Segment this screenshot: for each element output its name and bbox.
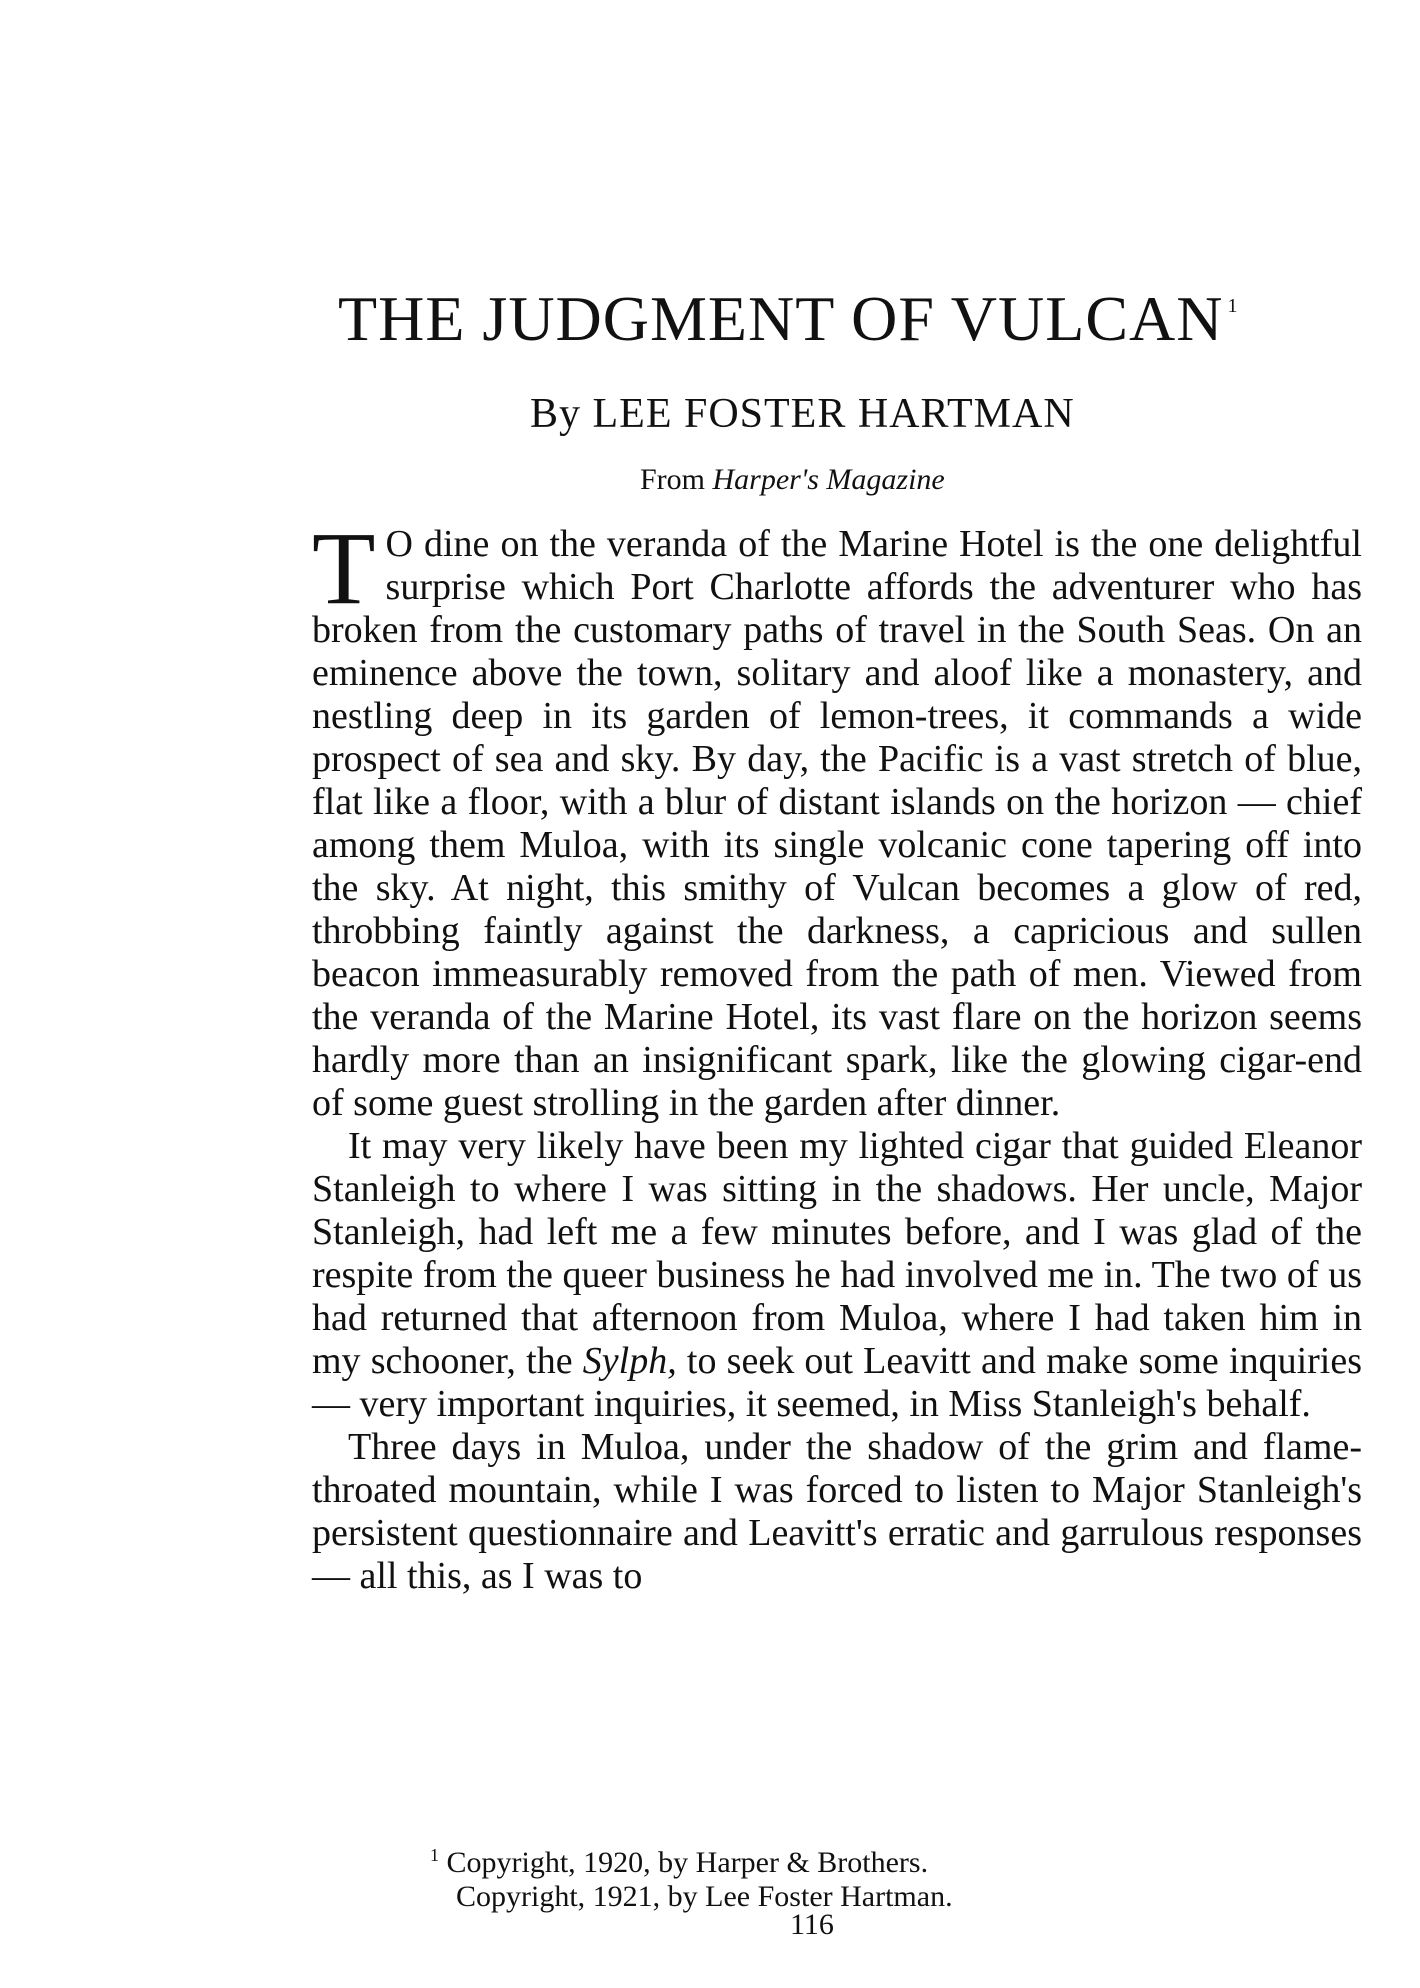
title-footnote-marker: 1: [1227, 294, 1239, 317]
story-body: [312, 511, 1362, 1598]
footnote-line: [430, 1838, 953, 1880]
footnotes: [430, 1838, 953, 1914]
footnote-line: [430, 1880, 953, 1914]
title-text: THE JUDGMENT OF VULCAN: [338, 283, 1224, 354]
ship-name: Sylph,: [582, 1340, 677, 1382]
page-number: 116: [790, 1908, 834, 1941]
paragraph-text: O dine on the veranda of the Marine Hotel is the one delightful surprise which Port Charlotte affords the adventurer who has broken from the customary paths of travel in the South Seas. On an eminence above the town, solitary and aloof like a monastery, and nestling deep in its garden of lemon-trees, it commands a wide prospect of sea and sky. By day, the Pacific is a vast stretch of blue, flat like a floor, with a blur of distant islands on the horizon — chief among them Muloa, with its single volcanic cone tapering off into the sky. At night, this smithy of Vulcan becomes a glow of red, throbbing faintly against the darkness, a capricious and sullen beacon immeasurably removed from the path of men. Viewed from the veranda of the Marine Hotel, its vast flare on the horizon seems hardly more than an insignificant spark, like the glowing cigar-end of some guest strolling in the garden after dinner.: [312, 523, 1362, 1124]
source-line: [640, 463, 945, 497]
paragraph-text: to seek out Leavitt and make some inquiries — very important inquiries, it seemed, in Miss Stanleigh's behalf.: [312, 1340, 1362, 1425]
paragraph-text: Three days in Muloa, under the shadow of the grim and flame-throated mountain, while I was forced to listen to Major Stanleigh's persistent questionnaire and Leavitt's erratic and garrulous responses — all this, as I was to: [312, 1426, 1362, 1597]
byline-prefix: By: [530, 391, 582, 437]
paragraph: [312, 1426, 1362, 1598]
paragraph: [312, 1125, 1362, 1426]
author-name: LEE FOSTER HARTMAN: [592, 391, 1075, 437]
footnote-text: Copyright, 1920, by Harper & Brothers.: [446, 1846, 929, 1879]
footnote-text: Copyright, 1921, by Lee Foster Hartman.: [456, 1880, 953, 1913]
story-title: [338, 282, 1238, 356]
source-name: Harper's Magazine: [712, 463, 945, 496]
byline: [530, 390, 1075, 438]
source-prefix: From: [640, 463, 706, 496]
paragraph-text: It may very likely have been my lighted cigar that guided Eleanor Stanleigh to where I was sitting in the shadows. Her uncle, Major Stanleigh, had left me a few minutes before, and I was glad of the respite from the queer business he had involved me in. The two of us had returned that afternoon from Muloa, where I had taken him in my schooner, the: [312, 1125, 1362, 1382]
footnote-marker: 1: [430, 1845, 439, 1865]
drop-cap: T: [312, 511, 376, 626]
paragraph: [312, 511, 1362, 1125]
